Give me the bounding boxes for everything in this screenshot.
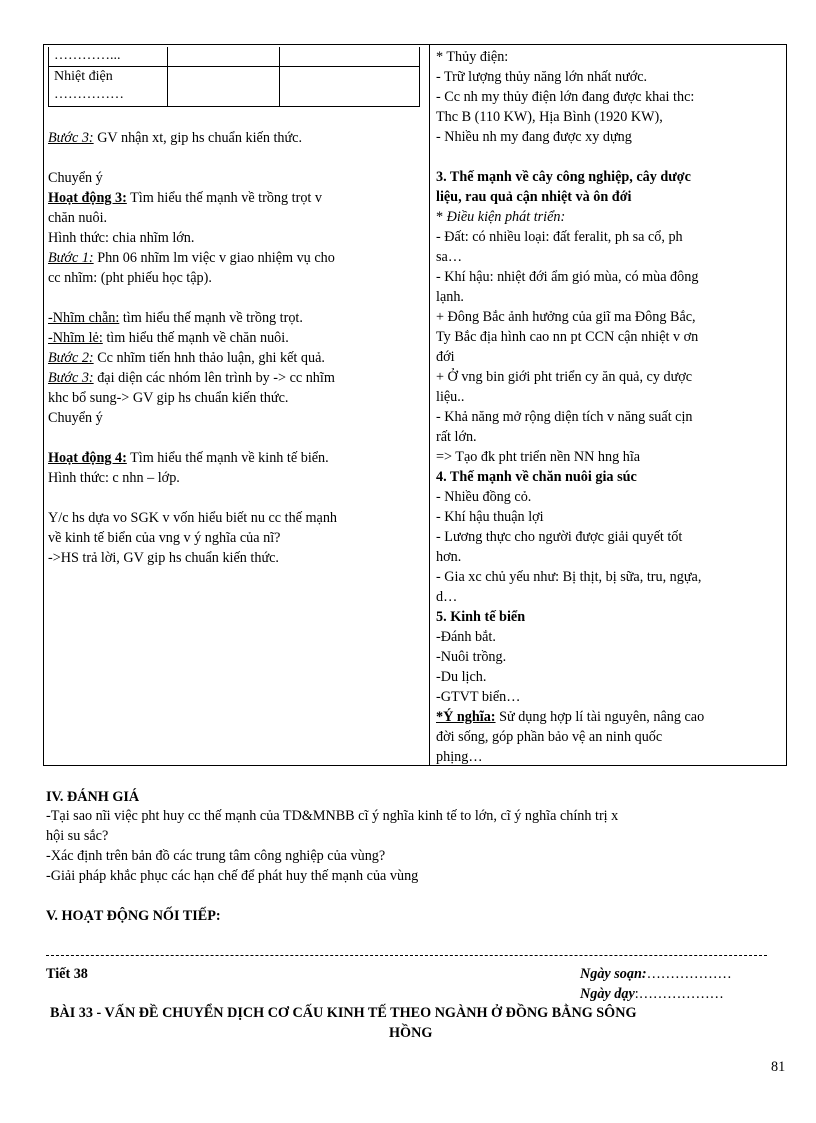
text-line: => Tạo đk pht triển nền NN hng hĩa bbox=[436, 449, 641, 465]
text-line: Hình thức: chia nhĩm lớn. bbox=[48, 230, 195, 246]
section-heading: 4. Thế mạnh về chăn nuôi gia súc bbox=[436, 469, 637, 485]
section-heading: 3. Thế mạnh về cây công nghiệp, cây dược bbox=[436, 169, 691, 185]
inner-cell: …………… bbox=[54, 87, 124, 102]
text-line: Hình thức: c nhn – lớp. bbox=[48, 470, 180, 486]
section-heading: 5. Kinh tế biển bbox=[436, 609, 526, 625]
separator-line bbox=[46, 955, 767, 956]
text-line: Ty Bắc địa hình cao nn pt CCN cận nhiệt v ơn bbox=[436, 329, 699, 345]
text-line: - Trữ lượng thủy năng lớn nhất nước. bbox=[436, 69, 648, 85]
text-line: -Du lịch. bbox=[436, 669, 487, 685]
inner-cell: …………... bbox=[54, 48, 121, 63]
lesson-title: HỒNG bbox=[389, 1025, 433, 1041]
text-line: chăn nuôi. bbox=[48, 210, 108, 226]
text-line: đời sống, góp phần bảo vệ an ninh quốc bbox=[436, 729, 663, 745]
next-activity-title: V. HOẠT ĐỘNG NỐI TIẾP: bbox=[46, 908, 221, 924]
group-line: -Nhĩm lẻ: tìm hiểu thế mạnh về chăn nuôi. bbox=[48, 330, 289, 346]
subheading: * Điều kiện phát triển: bbox=[436, 209, 566, 225]
lesson-number: Tiết 38 bbox=[46, 966, 88, 982]
inner-cell: Nhiệt điện bbox=[54, 69, 113, 84]
transition: Chuyển ý bbox=[48, 170, 103, 186]
text-line: - Đất: có nhiều loại: đất feralit, ph sa cổ, ph bbox=[436, 229, 683, 245]
transition: Chuyển ý bbox=[48, 410, 103, 426]
text-line: hơn. bbox=[436, 549, 462, 565]
meaning-line: *Ý nghĩa: Sử dụng hợp lí tài nguyên, nâng cao bbox=[436, 709, 705, 725]
activity-heading: Hoạt động 3: Tìm hiểu thế mạnh về trồng trọt v bbox=[48, 190, 323, 206]
text-line: Thc B (110 KW), Hịa Bình (1920 KW), bbox=[436, 109, 663, 125]
step-line: Bước 3: đại diện các nhóm lên trình by -> cc nhĩm bbox=[48, 370, 335, 386]
text-line: sa… bbox=[436, 249, 463, 265]
text-line: - Lương thực cho người được giải quyết tốt bbox=[436, 529, 683, 545]
text-line: - Nhiều đồng cỏ. bbox=[436, 489, 532, 505]
activity-heading: Hoạt động 4: Tìm hiểu thế mạnh về kinh tế biển. bbox=[48, 450, 329, 466]
text-line: liệu.. bbox=[436, 389, 465, 405]
text-line: phịng… bbox=[436, 749, 483, 765]
step-line: Bước 1: Phn 06 nhĩm lm việc v giao nhiệm vụ cho bbox=[48, 250, 335, 266]
text-line: lạnh. bbox=[436, 289, 464, 305]
text-line: - Gia xc chủ yếu như: Bị thịt, bị sữa, tru, ngựa, bbox=[436, 569, 702, 585]
text-line: - Nhiều nh my đang được xy dựng bbox=[436, 129, 632, 145]
text-line: rất lớn. bbox=[436, 429, 477, 445]
evaluation-question: hội su sắc? bbox=[46, 828, 109, 844]
evaluation-title: IV. ĐÁNH GIÁ bbox=[46, 789, 140, 805]
step-line: Bước 3: GV nhận xt, gip hs chuẩn kiến thức. bbox=[48, 130, 303, 146]
page-number: 81 bbox=[771, 1059, 786, 1075]
teach-date: Ngày dạy:……………… bbox=[580, 986, 724, 1002]
text-line: khc bổ sung-> GV gip hs chuẩn kiến thức. bbox=[48, 390, 289, 406]
power-table bbox=[48, 47, 420, 107]
text-line: về kinh tế biển của vng v ý nghĩa của nĩ? bbox=[48, 530, 281, 546]
text-line: - Khí hậu: nhiệt đới ẩm gió mùa, có mùa đông bbox=[436, 269, 699, 285]
text-line: - Khí hậu thuận lợi bbox=[436, 509, 544, 525]
lesson-title: BÀI 33 - VẤN ĐỀ CHUYỂN DỊCH CƠ CẤU KINH TẾ THEO NGÀNH Ở ĐỒNG BẰNG SÔNG bbox=[50, 1005, 637, 1021]
section-heading: liệu, rau quả cận nhiệt và ôn đới bbox=[436, 189, 632, 205]
text-line: đới bbox=[436, 349, 455, 365]
text-line: -GTVT biển… bbox=[436, 689, 521, 705]
evaluation-question: -Giải pháp khắc phục các hạn chế để phát huy thế mạnh của vùng bbox=[46, 868, 419, 884]
text-line: * Thủy điện: bbox=[436, 49, 509, 65]
text-line: ->HS trả lời, GV gip hs chuẩn kiến thức. bbox=[48, 550, 279, 566]
lesson-table bbox=[43, 44, 787, 766]
evaluation-question: -Tại sao nĩi việc pht huy cc thế mạnh của TD&MNBB cĩ ý nghĩa kinh tế to lớn, cĩ ý nghĩa chính trị x bbox=[46, 808, 619, 824]
text-line: Y/c hs dựa vo SGK v vốn hiểu biết nu cc thế mạnh bbox=[48, 510, 338, 526]
text-line: + Ở vng bin giới pht triển cy ăn quả, cy dược bbox=[436, 369, 693, 385]
text-line: d… bbox=[436, 589, 458, 605]
teacher-activities-cell bbox=[44, 45, 429, 765]
step-line: Bước 2: Cc nhĩm tiến hnh thảo luận, ghi kết quả. bbox=[48, 350, 325, 366]
text-line: -Nuôi trồng. bbox=[436, 649, 507, 665]
text-line: + Đông Bắc ảnh hưởng của giĩ ma Đông Bắc, bbox=[436, 309, 696, 325]
text-line: -Đánh bắt. bbox=[436, 629, 496, 645]
prep-date: Ngày soạn:……………… bbox=[580, 966, 732, 982]
evaluation-question: -Xác định trên bản đồ các trung tâm công nghiệp của vùng? bbox=[46, 848, 386, 864]
group-line: -Nhĩm chẵn: tìm hiểu thế mạnh về trồng trọt. bbox=[48, 310, 303, 326]
text-line: cc nhĩm: (pht phiếu học tập). bbox=[48, 270, 212, 286]
text-line: - Cc nh my thủy điện lớn đang được khai thc: bbox=[436, 89, 695, 105]
text-line: - Khả năng mở rộng diện tích v năng suất cịn bbox=[436, 409, 693, 425]
content-cell bbox=[430, 45, 786, 765]
